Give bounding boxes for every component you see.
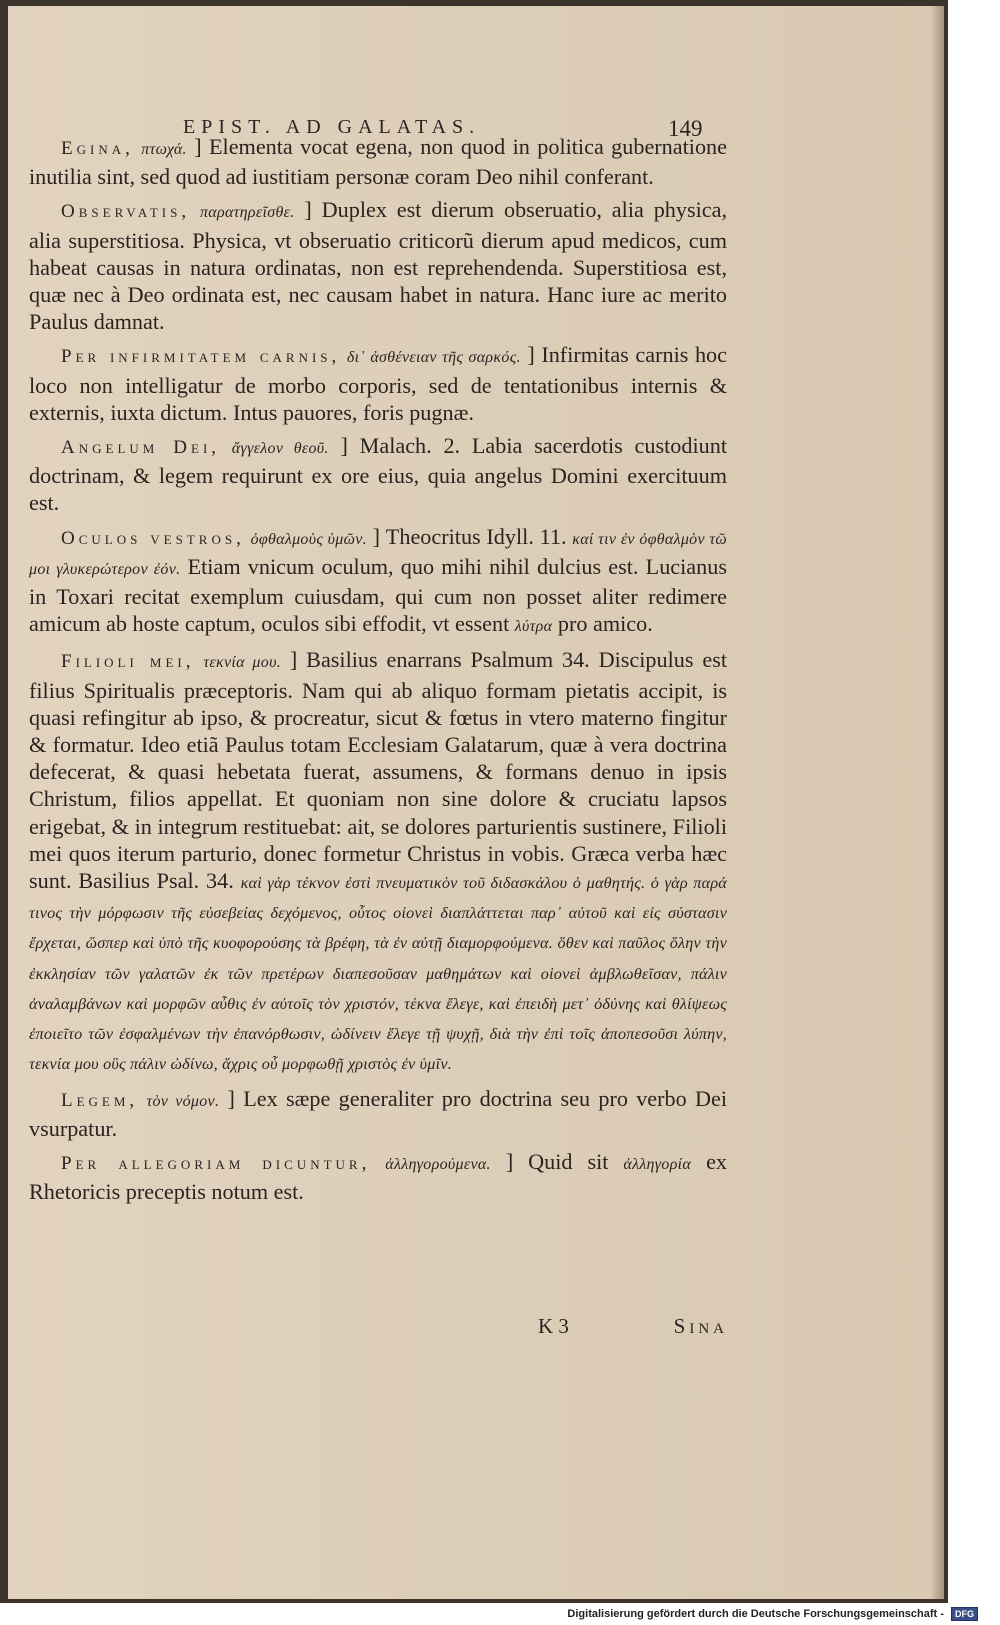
entry-oculos-vestros bbox=[29, 523, 727, 641]
entry-per-infirmitatem bbox=[29, 341, 727, 426]
signature-mark: K 3 bbox=[538, 1314, 569, 1338]
greek-term: τὸν νόμον. bbox=[146, 1092, 220, 1110]
greek-term: τεκνία μου. bbox=[203, 654, 282, 672]
book-page bbox=[8, 6, 944, 1599]
greek-term: λύτρα bbox=[514, 618, 553, 636]
dfg-logo: DFG bbox=[951, 1607, 978, 1621]
lemma: Legem, bbox=[61, 1089, 139, 1111]
credit-text: Digitalisierung gefördert durch die Deutsche Forschungsgemeinschaft - bbox=[567, 1608, 944, 1620]
digitization-credit bbox=[567, 1607, 978, 1621]
catchword: Sina bbox=[673, 1314, 728, 1338]
entry-angelum-dei bbox=[29, 432, 727, 517]
lemma: Observatis, bbox=[61, 201, 191, 223]
greek-term: ἄγγελον θεοῦ. bbox=[231, 440, 329, 458]
commentary-text: ] Elementa vocat egena, non quod in politica gubernatione inutilia sint, sed quod ad iustitiam personæ coram Deo nihil conferant. bbox=[29, 134, 727, 190]
entry-filioli-mei bbox=[29, 646, 727, 1078]
commentary-text: ] Malach. 2. Labia sacerdotis custodiunt doctrinam, & legem requirunt ex ore eius, quia angelus Domini exercituum est. bbox=[29, 433, 727, 516]
lemma: Per infirmitatem carnis, bbox=[61, 346, 341, 368]
entry-legem bbox=[29, 1085, 727, 1142]
greek-term: παρατηρεῖσθε. bbox=[199, 204, 295, 222]
lemma: Filioli mei, bbox=[61, 651, 195, 673]
catchword-line bbox=[538, 1314, 728, 1342]
page-edge-shadow bbox=[930, 6, 944, 1599]
lemma: Oculos vestros, bbox=[61, 527, 245, 549]
commentary-text: ] Basilius enarrans Psalmum 34. Discipulus est filius Spiritualis præceptoris. Nam qui ab aliquo formam pietatis accipit, is quasi refingitur ab ipso, & procreatur, sicut & fœtus in vtero materno fingitur & formatur. Ideo etiã Paulus totam Ecclesiam Galatarum, quæ à vera doctrina defecerat, & quasi hebetata fuerat, assumens, & formans denuo in ipsis Christum, filios appellat. Et quoniam non sine dolore & cruciatu lapsos erigebat, & in integrum restituebat: ait, se dolores parturientis sustinere, Filioli mei quos iterum parturio, donec formetur Christus in vobis. Græca verba hæc sunt. Basilius Psal. 34. bbox=[29, 647, 728, 894]
page-number: 149 bbox=[668, 116, 703, 141]
commentary-text: ex Rhetoricis preceptis notum est. bbox=[29, 1148, 728, 1205]
commentary-text: pro amico. bbox=[557, 611, 653, 637]
entry-per-allegoriam bbox=[29, 1148, 727, 1205]
running-title: EPIST. AD GALATAS. bbox=[183, 116, 481, 138]
lemma: Angelum Dei, bbox=[61, 437, 221, 459]
greek-term: ὀφθαλμοὺς ὑμῶν. bbox=[250, 530, 367, 548]
greek-term: ἀλληγορία bbox=[623, 1155, 692, 1173]
commentary-text: ] Lex sæpe generaliter pro doctrina seu pro verbo Dei vsurpatur. bbox=[29, 1085, 728, 1141]
greek-quotation: καί τιν ἐν ὀφθαλμὸν τῶ μοι γλυκερώτερον ἐόν. bbox=[29, 530, 727, 578]
commentary-text: ] Duplex est dierum obseruatio, alia physica, alia superstitiosa. Physica, vt obseruatio criticorũ dierum apud medicos, cum habeat causas in natura ordinatas, non est reprehendenda. Superstitiosa est, quæ nec à Deo ordinata est, nec causam habet in natura. Hanc iure ac merito Paulus damnat. bbox=[29, 197, 728, 335]
greek-quotation-basilius: καὶ γὰρ τέκνον ἐστὶ πνευματικὸν τοῦ διδασκάλου ὁ μαθητής. ὁ γὰρ παρά τινος τὴν μόρφωσιν τῆς εὐσεβείας δεχόμενος, οὗτος οἱονεὶ διαπλάττεται παρ᾽ αὐτοῦ καὶ εἰς σύστασιν ἔρχεται, ὥσπερ καὶ ὑπὸ τῆς κυοφορούσης τὰ βρέφη, τὰ ἐν αὐτῇ διαμορφούμενα. ὅθεν καὶ παῦλος ὅλην τὴν ἐκκλησίαν τῶν γαλατῶν ἐκ τῶν πρετέρων διαπεσοῦσαν μαθημάτων καὶ οἱονεὶ ἀμβλωθεῖσαν, πάλιν ἀναλαμβάνων καὶ μορφῶν αὖθις ἐν αὐτοῖς τὸν χριστόν, τέκνα ἔλεγε, καὶ ἐπειδὴ μετ᾽ ὀδύνης καὶ θλίψεως ἐποιεῖτο τῶν ἐσφαλμένων τὴν ἐπανόρθωσιν, ὠδίνειν ἔλεγε τῇ ψυχῇ, διὰ τὴν ἐπὶ τοῖς ἀποπεσοῦσι λύπην, τεκνία μου οὓς πάλιν ὠδίνω, ἄχρις οὗ μορφωθῇ χριστὸς ἐν ὑμῖν. bbox=[29, 874, 728, 1074]
entry-egena bbox=[29, 133, 727, 190]
greek-term: πτωχά. bbox=[141, 141, 187, 158]
lemma: Per allegoriam dicuntur, bbox=[61, 1152, 371, 1174]
text-block bbox=[29, 133, 727, 1211]
greek-term: ἀλληγορούμενα. bbox=[385, 1155, 491, 1173]
commentary-text: Etiam vnicum oculum, quo mihi nihil dulcius est. Lucianus in Toxari recitat exemplum cuiusdam, qui cum non posset aliter redimere amicum ab hoste captum, oculos sibi effodit, vt essent bbox=[29, 553, 727, 637]
entry-observatis bbox=[29, 196, 727, 335]
lemma: Egina, bbox=[61, 138, 134, 159]
commentary-text: ] Quid sit bbox=[505, 1148, 609, 1174]
greek-term: δι᾽ ἀσθένειαν τῆς σαρκός. bbox=[346, 349, 521, 367]
commentary-text: ] Infirmitas carnis hoc loco non intelligatur de morbo corporis, sed de tentationibus internis & externis, iuxta dictum. Intus pauores, foris pugnæ. bbox=[29, 342, 727, 425]
commentary-text: ] Theocritus Idyll. 11. bbox=[372, 523, 567, 549]
